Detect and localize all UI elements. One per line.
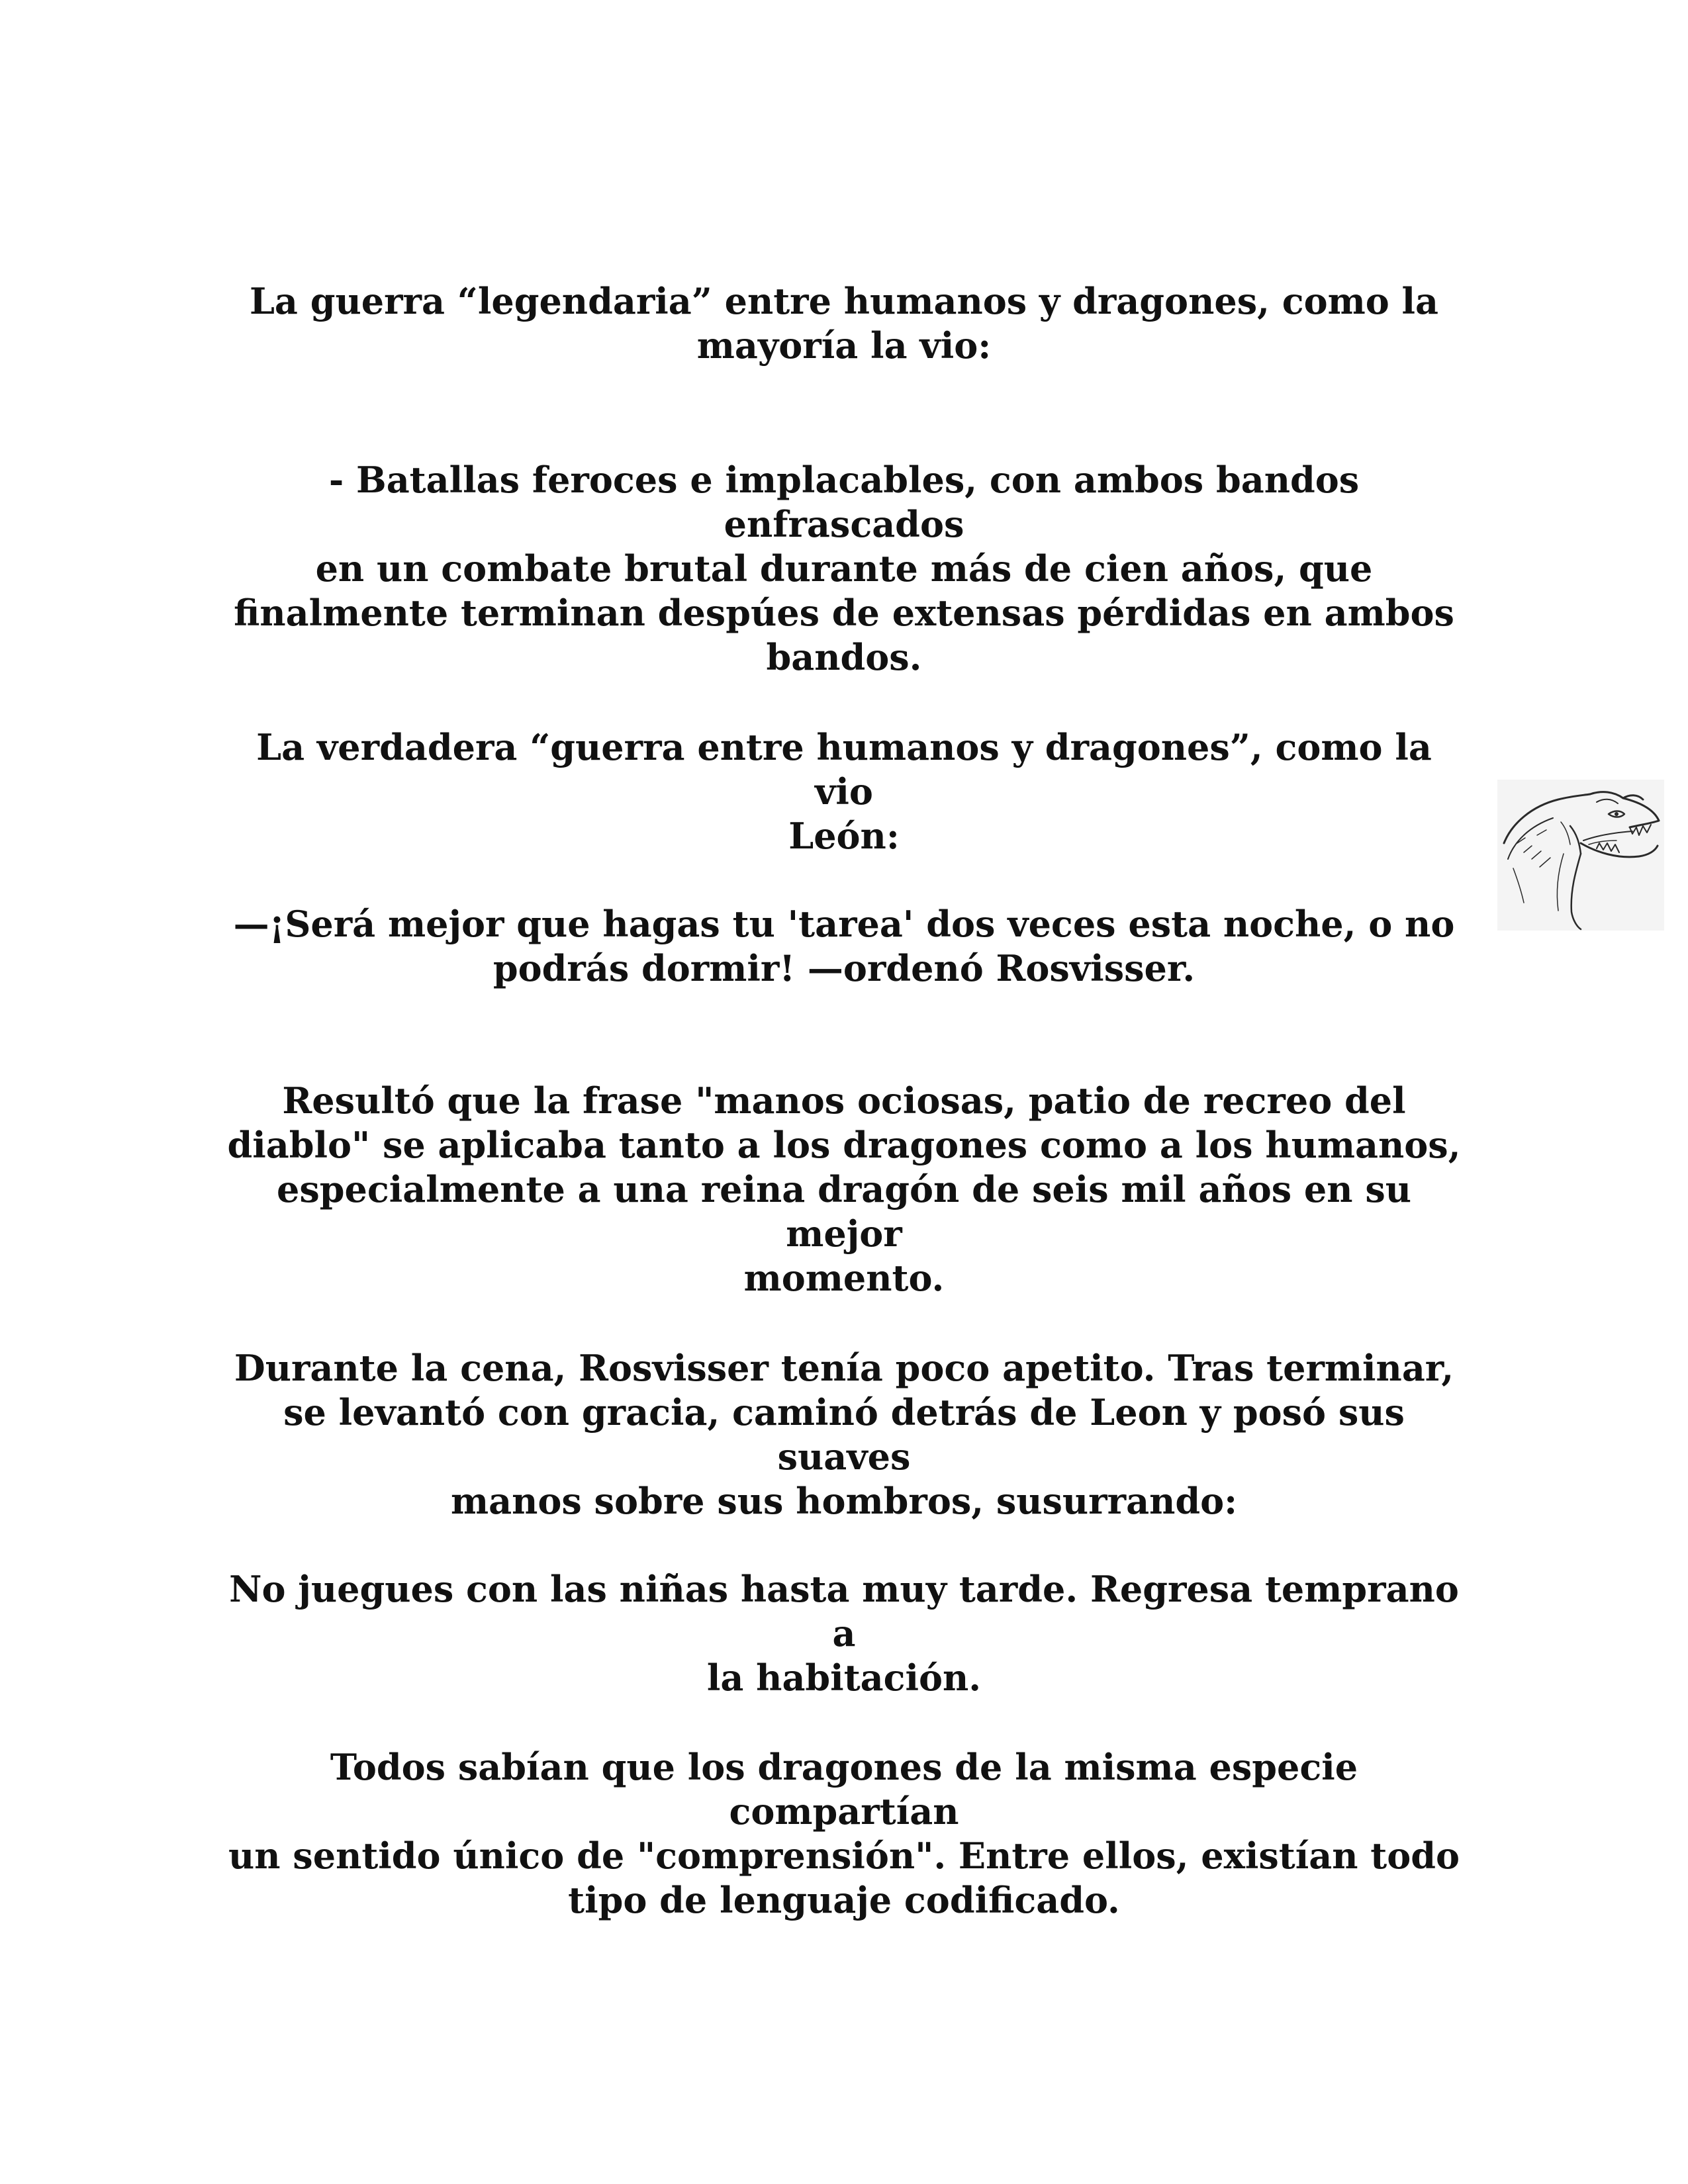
paragraph-rosvisser-order: —¡Será mejor que hagas tu 'tarea' dos veces esta noche, o no podrás dormir! —ordenó Rosvisser. [233,903,1455,989]
dragon-head-sketch-icon [1497,780,1664,931]
paragraph-idle-hands: Resultó que la frase "manos ociosas, patio de recreo del diablo" se aplicaba tanto a los dragones como a los humanos, especialmente a una reina dragón de seis mil años en su mejor momento. [227,1079,1461,1299]
paragraph-true-war: La verdadera “guerra entre humanos y dragones”, como la vio León: [256,726,1432,857]
paragraph-legendary-war: La guerra “legendaria” entre humanos y dragones, como la mayoría la vio: [249,280,1439,367]
paragraph-return-early: No juegues con las niñas hasta muy tarde. Regresa temprano a la habitación. [229,1568,1459,1699]
paragraph-battles: - Batallas feroces e implacables, con ambos bandos enfrascados en un combate brutal durante más de cien años, que finalmente terminan despúes de extensas pérdidas en ambos bandos. [234,459,1454,678]
paragraph-dinner: Durante la cena, Rosvisser tenía poco apetito. Tras terminar, se levantó con gracia, caminó detrás de Leon y posó sus suaves manos sobre sus hombros, susurrando: [234,1347,1454,1522]
paragraph-dragon-understanding: Todos sabían que los dragones de la misma especie compartían un sentido único de "comprensión". Entre ellos, existían todo tipo de lenguaje codificado. [228,1746,1460,1921]
